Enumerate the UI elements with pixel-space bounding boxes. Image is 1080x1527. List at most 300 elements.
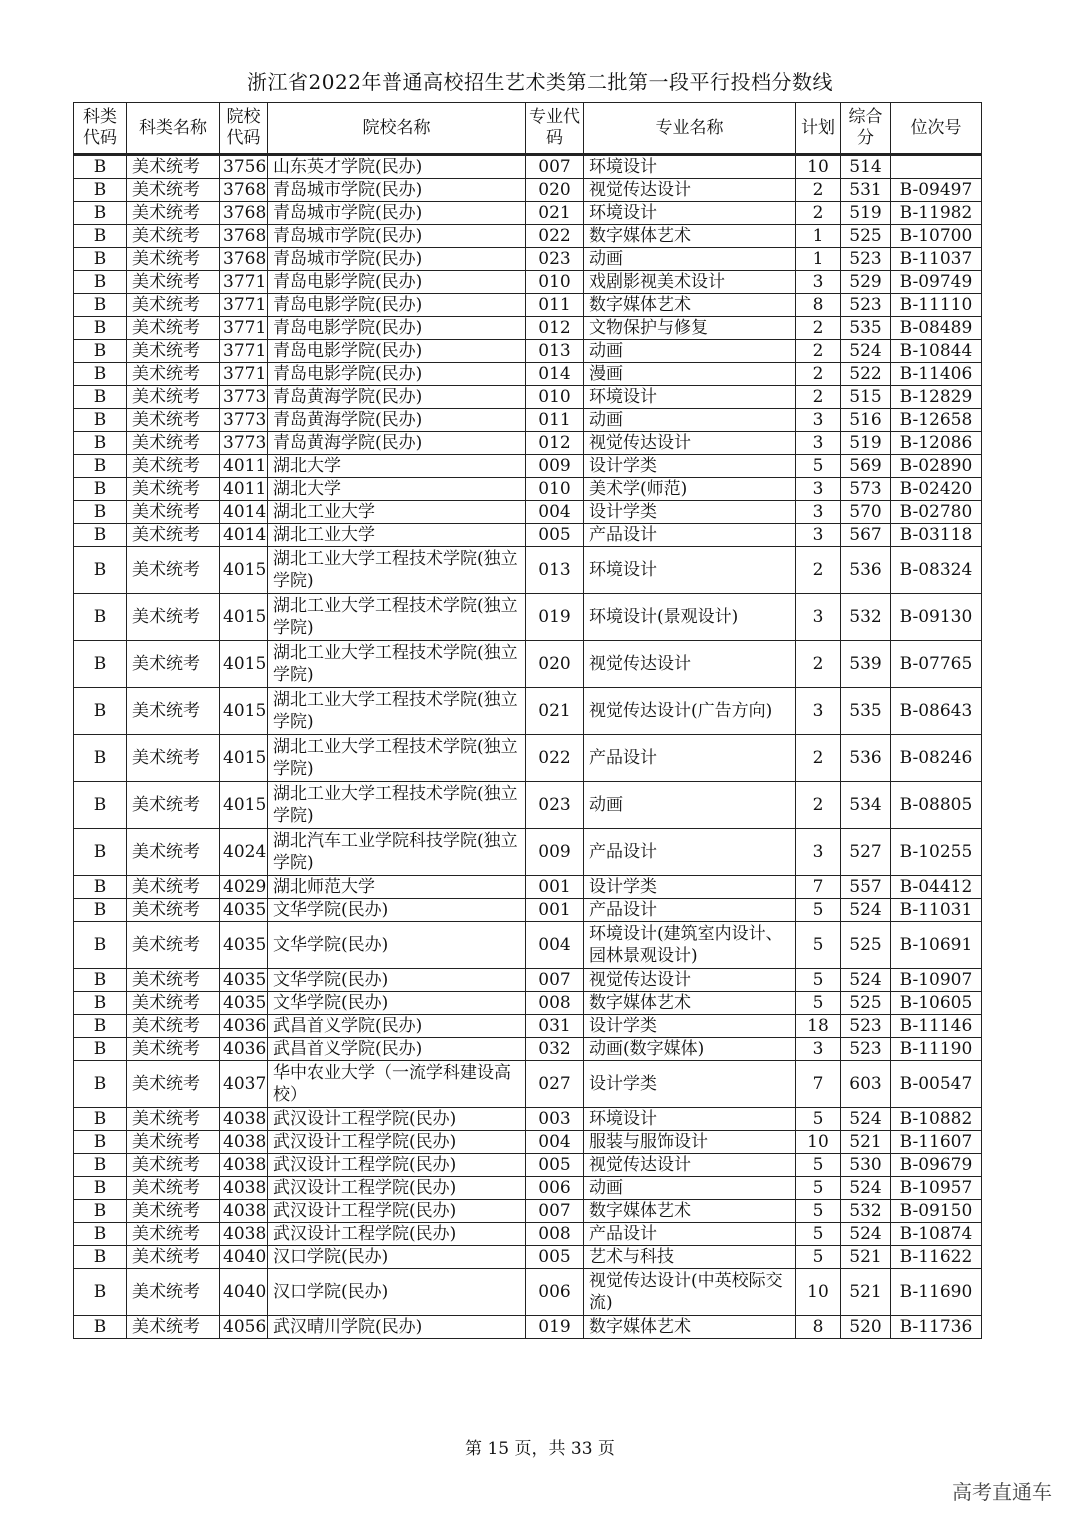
table-row xyxy=(74,1015,982,1038)
rank-cell: B-12829 xyxy=(891,386,982,409)
major-name-cell: 视觉传达设计(广告方向) xyxy=(584,688,796,735)
major-name-cell: 产品设计 xyxy=(584,1223,796,1246)
subject-code-cell: B xyxy=(74,340,127,363)
major-code-cell: 007 xyxy=(526,155,584,179)
table-row xyxy=(74,688,982,735)
major-name-cell: 视觉传达设计 xyxy=(584,179,796,202)
major-name-cell: 漫画 xyxy=(584,363,796,386)
major-code-cell: 019 xyxy=(526,1316,584,1339)
subject-code-cell: B xyxy=(74,969,127,992)
school-code-cell: 4035 xyxy=(220,969,268,992)
major-name-cell: 视觉传达设计 xyxy=(584,1154,796,1177)
school-code-cell: 4015 xyxy=(220,641,268,688)
subject-code-cell: B xyxy=(74,294,127,317)
major-code-cell: 027 xyxy=(526,1061,584,1108)
score-cell: 530 xyxy=(841,1154,891,1177)
major-name-cell: 设计学类 xyxy=(584,1061,796,1108)
school-code-cell: 4035 xyxy=(220,922,268,969)
school-code-cell: 3768 xyxy=(220,179,268,202)
subject-name-cell: 美术统考 xyxy=(127,1038,220,1061)
subject-name-cell: 美术统考 xyxy=(127,1223,220,1246)
table-row xyxy=(74,179,982,202)
school-code-cell: 4038 xyxy=(220,1108,268,1131)
school-name-cell: 青岛黄海学院(民办) xyxy=(268,409,526,432)
table-row xyxy=(74,735,982,782)
subject-code-cell: B xyxy=(74,876,127,899)
subject-name-cell: 美术统考 xyxy=(127,271,220,294)
score-cell: 523 xyxy=(841,248,891,271)
school-code-cell: 4015 xyxy=(220,782,268,829)
score-cell: 524 xyxy=(841,969,891,992)
school-name-cell: 湖北大学 xyxy=(268,455,526,478)
major-name-cell: 数字媒体艺术 xyxy=(584,294,796,317)
major-name-cell: 服装与服饰设计 xyxy=(584,1131,796,1154)
subject-code-cell: B xyxy=(74,1131,127,1154)
school-name-cell: 青岛城市学院(民办) xyxy=(268,202,526,225)
plan-cell: 5 xyxy=(796,899,841,922)
subject-name-cell: 美术统考 xyxy=(127,340,220,363)
score-cell: 524 xyxy=(841,1223,891,1246)
page-title: 浙江省2022年普通高校招生艺术类第二批第一段平行投档分数线 xyxy=(247,70,833,94)
rank-cell: B-02420 xyxy=(891,478,982,501)
major-code-cell: 005 xyxy=(526,1154,584,1177)
rank-cell: B-10700 xyxy=(891,225,982,248)
subject-name-cell: 美术统考 xyxy=(127,432,220,455)
header-cell: 专业名称 xyxy=(584,103,796,155)
score-cell: 525 xyxy=(841,225,891,248)
major-code-cell: 011 xyxy=(526,294,584,317)
subject-name-cell: 美术统考 xyxy=(127,294,220,317)
plan-cell: 10 xyxy=(796,1269,841,1316)
school-name-cell: 山东英才学院(民办) xyxy=(268,155,526,179)
school-name-cell: 武昌首义学院(民办) xyxy=(268,1038,526,1061)
school-name-cell: 青岛电影学院(民办) xyxy=(268,271,526,294)
plan-cell: 5 xyxy=(796,1200,841,1223)
school-code-cell: 4037 xyxy=(220,1061,268,1108)
rank-cell: B-11110 xyxy=(891,294,982,317)
subject-code-cell: B xyxy=(74,1038,127,1061)
school-name-cell: 湖北汽车工业学院科技学院(独立学院) xyxy=(268,829,526,876)
subject-name-cell: 美术统考 xyxy=(127,1316,220,1339)
subject-name-cell: 美术统考 xyxy=(127,1131,220,1154)
subject-name-cell: 美术统考 xyxy=(127,1269,220,1316)
major-name-cell: 环境设计 xyxy=(584,386,796,409)
school-name-cell: 青岛电影学院(民办) xyxy=(268,317,526,340)
major-code-cell: 012 xyxy=(526,432,584,455)
plan-cell: 2 xyxy=(796,340,841,363)
score-cell: 527 xyxy=(841,829,891,876)
school-name-cell: 湖北工业大学工程技术学院(独立学院) xyxy=(268,782,526,829)
school-code-cell: 3771 xyxy=(220,317,268,340)
plan-cell: 5 xyxy=(796,455,841,478)
score-cell: 523 xyxy=(841,294,891,317)
major-code-cell: 021 xyxy=(526,202,584,225)
table-row xyxy=(74,294,982,317)
school-name-cell: 湖北工业大学 xyxy=(268,524,526,547)
school-name-cell: 武汉晴川学院(民办) xyxy=(268,1316,526,1339)
score-cell: 531 xyxy=(841,179,891,202)
school-code-cell: 3771 xyxy=(220,271,268,294)
major-name-cell: 设计学类 xyxy=(584,501,796,524)
major-code-cell: 001 xyxy=(526,899,584,922)
table-row xyxy=(74,899,982,922)
school-code-cell: 4038 xyxy=(220,1131,268,1154)
table-row xyxy=(74,829,982,876)
plan-cell: 7 xyxy=(796,1061,841,1108)
plan-cell: 8 xyxy=(796,294,841,317)
table-row xyxy=(74,524,982,547)
school-code-cell: 4038 xyxy=(220,1154,268,1177)
table-row xyxy=(74,225,982,248)
school-code-cell: 3773 xyxy=(220,386,268,409)
major-code-cell: 007 xyxy=(526,1200,584,1223)
plan-cell: 1 xyxy=(796,248,841,271)
major-code-cell: 003 xyxy=(526,1108,584,1131)
plan-cell: 5 xyxy=(796,992,841,1015)
school-name-cell: 青岛城市学院(民办) xyxy=(268,179,526,202)
subject-code-cell: B xyxy=(74,432,127,455)
subject-code-cell: B xyxy=(74,1200,127,1223)
major-name-cell: 动画(数字媒体) xyxy=(584,1038,796,1061)
subject-code-cell: B xyxy=(74,155,127,179)
school-code-cell: 4036 xyxy=(220,1015,268,1038)
table-row xyxy=(74,478,982,501)
subject-name-cell: 美术统考 xyxy=(127,409,220,432)
table-row xyxy=(74,1038,982,1061)
table-row xyxy=(74,409,982,432)
plan-cell: 3 xyxy=(796,432,841,455)
school-name-cell: 武汉设计工程学院(民办) xyxy=(268,1131,526,1154)
school-code-cell: 4024 xyxy=(220,829,268,876)
table-row xyxy=(74,969,982,992)
school-name-cell: 青岛黄海学院(民办) xyxy=(268,386,526,409)
subject-code-cell: B xyxy=(74,317,127,340)
score-cell: 516 xyxy=(841,409,891,432)
school-name-cell: 湖北工业大学工程技术学院(独立学院) xyxy=(268,594,526,641)
subject-name-cell: 美术统考 xyxy=(127,179,220,202)
score-cell: 525 xyxy=(841,922,891,969)
major-code-cell: 006 xyxy=(526,1177,584,1200)
major-code-cell: 004 xyxy=(526,1131,584,1154)
score-cell: 557 xyxy=(841,876,891,899)
table-row xyxy=(74,248,982,271)
school-name-cell: 武汉设计工程学院(民办) xyxy=(268,1200,526,1223)
subject-code-cell: B xyxy=(74,271,127,294)
rank-cell: B-12658 xyxy=(891,409,982,432)
subject-code-cell: B xyxy=(74,455,127,478)
rank-cell: B-08805 xyxy=(891,782,982,829)
table-row xyxy=(74,317,982,340)
major-name-cell: 动画 xyxy=(584,782,796,829)
subject-code-cell: B xyxy=(74,1108,127,1131)
plan-cell: 2 xyxy=(796,363,841,386)
rank-cell: B-11406 xyxy=(891,363,982,386)
plan-cell: 10 xyxy=(796,155,841,179)
plan-cell: 3 xyxy=(796,271,841,294)
rank-cell: B-02890 xyxy=(891,455,982,478)
score-cell: 523 xyxy=(841,1038,891,1061)
table-row xyxy=(74,202,982,225)
major-name-cell: 美术学(师范) xyxy=(584,478,796,501)
school-name-cell: 湖北工业大学工程技术学院(独立学院) xyxy=(268,688,526,735)
plan-cell: 3 xyxy=(796,524,841,547)
table-row xyxy=(74,1316,982,1339)
table-row xyxy=(74,271,982,294)
table-row xyxy=(74,782,982,829)
subject-name-cell: 美术统考 xyxy=(127,317,220,340)
rank-cell: B-03118 xyxy=(891,524,982,547)
subject-code-cell: B xyxy=(74,524,127,547)
major-code-cell: 014 xyxy=(526,363,584,386)
school-code-cell: 4015 xyxy=(220,547,268,594)
major-code-cell: 023 xyxy=(526,248,584,271)
rank-cell: B-08489 xyxy=(891,317,982,340)
rank-cell: B-11736 xyxy=(891,1316,982,1339)
school-name-cell: 青岛电影学院(民办) xyxy=(268,294,526,317)
school-name-cell: 青岛城市学院(民办) xyxy=(268,248,526,271)
plan-cell: 1 xyxy=(796,225,841,248)
school-code-cell: 4038 xyxy=(220,1223,268,1246)
header-cell: 院校代码 xyxy=(220,103,268,155)
plan-cell: 5 xyxy=(796,1154,841,1177)
rank-cell: B-10844 xyxy=(891,340,982,363)
major-name-cell: 环境设计 xyxy=(584,202,796,225)
major-code-cell: 022 xyxy=(526,225,584,248)
school-name-cell: 湖北工业大学工程技术学院(独立学院) xyxy=(268,547,526,594)
table-row xyxy=(74,340,982,363)
subject-name-cell: 美术统考 xyxy=(127,829,220,876)
score-cell: 525 xyxy=(841,992,891,1015)
rank-cell: B-11031 xyxy=(891,899,982,922)
plan-cell: 3 xyxy=(796,1038,841,1061)
school-name-cell: 武汉设计工程学院(民办) xyxy=(268,1177,526,1200)
plan-cell: 5 xyxy=(796,1223,841,1246)
table-row xyxy=(74,1154,982,1177)
major-code-cell: 008 xyxy=(526,1223,584,1246)
plan-cell: 2 xyxy=(796,202,841,225)
score-cell: 534 xyxy=(841,782,891,829)
subject-name-cell: 美术统考 xyxy=(127,969,220,992)
plan-cell: 2 xyxy=(796,641,841,688)
subject-name-cell: 美术统考 xyxy=(127,155,220,179)
plan-cell: 3 xyxy=(796,478,841,501)
school-code-cell: 3768 xyxy=(220,225,268,248)
score-cell: 532 xyxy=(841,594,891,641)
plan-cell: 5 xyxy=(796,1177,841,1200)
subject-code-cell: B xyxy=(74,179,127,202)
major-code-cell: 020 xyxy=(526,641,584,688)
rank-cell: B-08643 xyxy=(891,688,982,735)
major-code-cell: 013 xyxy=(526,340,584,363)
school-name-cell: 湖北工业大学工程技术学院(独立学院) xyxy=(268,641,526,688)
subject-name-cell: 美术统考 xyxy=(127,547,220,594)
subject-name-cell: 美术统考 xyxy=(127,594,220,641)
school-name-cell: 文华学院(民办) xyxy=(268,922,526,969)
major-code-cell: 031 xyxy=(526,1015,584,1038)
major-name-cell: 视觉传达设计 xyxy=(584,432,796,455)
rank-cell: B-11607 xyxy=(891,1131,982,1154)
rank-cell: B-11982 xyxy=(891,202,982,225)
score-cell: 524 xyxy=(841,899,891,922)
subject-code-cell: B xyxy=(74,202,127,225)
subject-name-cell: 美术统考 xyxy=(127,992,220,1015)
major-name-cell: 视觉传达设计(中英校际交流) xyxy=(584,1269,796,1316)
subject-name-cell: 美术统考 xyxy=(127,225,220,248)
score-cell: 570 xyxy=(841,501,891,524)
subject-name-cell: 美术统考 xyxy=(127,455,220,478)
table-row xyxy=(74,1177,982,1200)
table-row xyxy=(74,363,982,386)
table-body xyxy=(74,155,982,1339)
subject-name-cell: 美术统考 xyxy=(127,248,220,271)
school-code-cell: 3773 xyxy=(220,432,268,455)
plan-cell: 3 xyxy=(796,688,841,735)
major-name-cell: 环境设计 xyxy=(584,547,796,594)
rank-cell: B-10691 xyxy=(891,922,982,969)
table-row xyxy=(74,547,982,594)
school-code-cell: 3771 xyxy=(220,294,268,317)
major-code-cell: 006 xyxy=(526,1269,584,1316)
rank-cell: B-11690 xyxy=(891,1269,982,1316)
subject-code-cell: B xyxy=(74,1316,127,1339)
subject-name-cell: 美术统考 xyxy=(127,876,220,899)
school-name-cell: 青岛电影学院(民办) xyxy=(268,340,526,363)
table-row xyxy=(74,1246,982,1269)
score-cell: 519 xyxy=(841,202,891,225)
page-footer: 第 15 页，共 33 页 xyxy=(465,1439,615,1459)
school-code-cell: 4035 xyxy=(220,899,268,922)
subject-name-cell: 美术统考 xyxy=(127,735,220,782)
score-table xyxy=(73,102,982,1339)
rank-cell: B-10255 xyxy=(891,829,982,876)
major-name-cell: 环境设计 xyxy=(584,1108,796,1131)
subject-name-cell: 美术统考 xyxy=(127,1246,220,1269)
school-name-cell: 青岛城市学院(民办) xyxy=(268,225,526,248)
subject-name-cell: 美术统考 xyxy=(127,1061,220,1108)
plan-cell: 10 xyxy=(796,1131,841,1154)
subject-name-cell: 美术统考 xyxy=(127,641,220,688)
rank-cell: B-09150 xyxy=(891,1200,982,1223)
school-code-cell: 3771 xyxy=(220,340,268,363)
table-row xyxy=(74,992,982,1015)
table-header xyxy=(74,103,982,155)
table-row xyxy=(74,641,982,688)
subject-name-cell: 美术统考 xyxy=(127,782,220,829)
plan-cell: 2 xyxy=(796,317,841,340)
subject-name-cell: 美术统考 xyxy=(127,524,220,547)
table-row xyxy=(74,386,982,409)
school-code-cell: 3771 xyxy=(220,363,268,386)
plan-cell: 3 xyxy=(796,501,841,524)
score-cell: 539 xyxy=(841,641,891,688)
rank-cell: B-09749 xyxy=(891,271,982,294)
school-code-cell: 4056 xyxy=(220,1316,268,1339)
subject-code-cell: B xyxy=(74,248,127,271)
score-cell: 573 xyxy=(841,478,891,501)
school-code-cell: 4040 xyxy=(220,1269,268,1316)
plan-cell: 8 xyxy=(796,1316,841,1339)
school-code-cell: 4014 xyxy=(220,501,268,524)
school-name-cell: 华中农业大学（一流学科建设高校） xyxy=(268,1061,526,1108)
school-name-cell: 湖北工业大学工程技术学院(独立学院) xyxy=(268,735,526,782)
school-code-cell: 4015 xyxy=(220,594,268,641)
table-row xyxy=(74,155,982,179)
major-name-cell: 设计学类 xyxy=(584,1015,796,1038)
table-row xyxy=(74,1061,982,1108)
major-code-cell: 007 xyxy=(526,969,584,992)
major-code-cell: 019 xyxy=(526,594,584,641)
score-cell: 524 xyxy=(841,340,891,363)
table-row xyxy=(74,501,982,524)
major-name-cell: 戏剧影视美术设计 xyxy=(584,271,796,294)
school-name-cell: 汉口学院(民办) xyxy=(268,1269,526,1316)
score-cell: 514 xyxy=(841,155,891,179)
rank-cell: B-11190 xyxy=(891,1038,982,1061)
rank-cell: B-09130 xyxy=(891,594,982,641)
school-name-cell: 汉口学院(民办) xyxy=(268,1246,526,1269)
major-code-cell: 032 xyxy=(526,1038,584,1061)
major-code-cell: 022 xyxy=(526,735,584,782)
rank-cell: B-00547 xyxy=(891,1061,982,1108)
plan-cell: 5 xyxy=(796,922,841,969)
rank-cell: B-12086 xyxy=(891,432,982,455)
table-row xyxy=(74,1108,982,1131)
plan-cell: 3 xyxy=(796,409,841,432)
major-code-cell: 010 xyxy=(526,386,584,409)
major-name-cell: 环境设计(建筑室内设计、园林景观设计) xyxy=(584,922,796,969)
school-name-cell: 湖北工业大学 xyxy=(268,501,526,524)
school-name-cell: 武汉设计工程学院(民办) xyxy=(268,1108,526,1131)
subject-code-cell: B xyxy=(74,899,127,922)
subject-name-cell: 美术统考 xyxy=(127,899,220,922)
subject-code-cell: B xyxy=(74,363,127,386)
subject-name-cell: 美术统考 xyxy=(127,1154,220,1177)
major-code-cell: 011 xyxy=(526,409,584,432)
major-name-cell: 数字媒体艺术 xyxy=(584,1316,796,1339)
plan-cell: 3 xyxy=(796,594,841,641)
major-code-cell: 001 xyxy=(526,876,584,899)
rank-cell: B-11146 xyxy=(891,1015,982,1038)
plan-cell: 2 xyxy=(796,179,841,202)
header-cell: 位次号 xyxy=(891,103,982,155)
major-code-cell: 013 xyxy=(526,547,584,594)
school-code-cell: 3756 xyxy=(220,155,268,179)
major-code-cell: 009 xyxy=(526,829,584,876)
score-cell: 535 xyxy=(841,688,891,735)
subject-code-cell: B xyxy=(74,594,127,641)
school-code-cell: 4038 xyxy=(220,1200,268,1223)
major-code-cell: 004 xyxy=(526,922,584,969)
score-cell: 603 xyxy=(841,1061,891,1108)
rank-cell: B-10605 xyxy=(891,992,982,1015)
school-name-cell: 文华学院(民办) xyxy=(268,969,526,992)
watermark: 高考直通车 xyxy=(952,1480,1052,1504)
subject-code-cell: B xyxy=(74,1177,127,1200)
score-cell: 522 xyxy=(841,363,891,386)
score-cell: 521 xyxy=(841,1246,891,1269)
plan-cell: 3 xyxy=(796,829,841,876)
rank-cell: B-10957 xyxy=(891,1177,982,1200)
score-cell: 515 xyxy=(841,386,891,409)
subject-name-cell: 美术统考 xyxy=(127,1108,220,1131)
subject-code-cell: B xyxy=(74,1246,127,1269)
rank-cell: B-09497 xyxy=(891,179,982,202)
major-name-cell: 艺术与科技 xyxy=(584,1246,796,1269)
subject-name-cell: 美术统考 xyxy=(127,922,220,969)
rank-cell: B-10874 xyxy=(891,1223,982,1246)
table-row xyxy=(74,594,982,641)
school-code-cell: 4011 xyxy=(220,478,268,501)
